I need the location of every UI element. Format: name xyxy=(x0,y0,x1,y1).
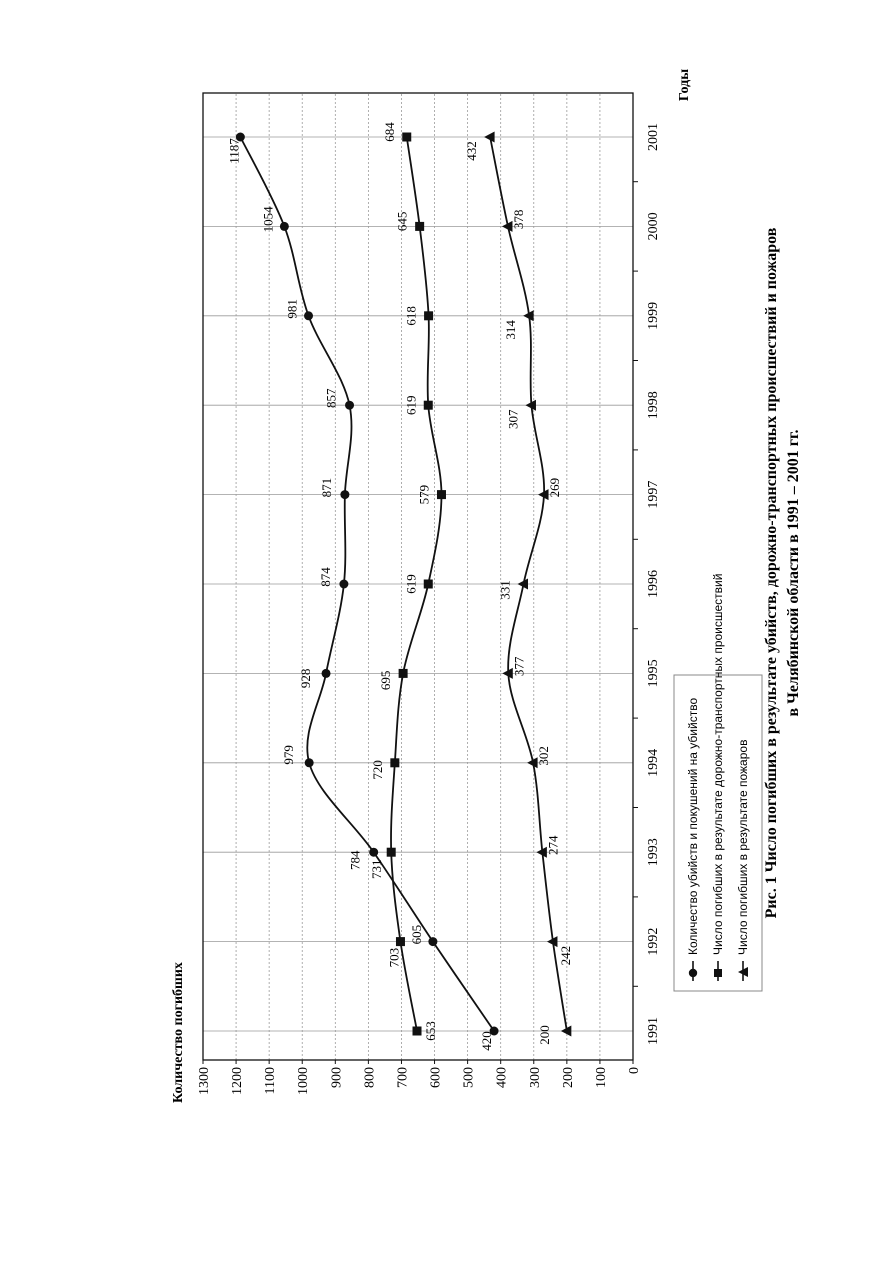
x-tick-label: 1995 xyxy=(646,659,661,688)
data-label: 377 xyxy=(511,656,527,677)
x-tick-label: 1991 xyxy=(646,1017,661,1045)
y-tick-label: 800 xyxy=(362,1067,378,1088)
circle-marker-icon xyxy=(689,969,697,977)
data-label: 695 xyxy=(378,670,394,691)
y-tick-label: 900 xyxy=(329,1067,345,1088)
data-point xyxy=(424,311,433,320)
data-label: 857 xyxy=(323,388,339,408)
data-point xyxy=(305,758,314,767)
x-axis-ticks xyxy=(633,123,661,1045)
data-label: 731 xyxy=(369,859,385,879)
y-tick-label: 1000 xyxy=(296,1067,312,1095)
legend-item-murders xyxy=(686,698,700,981)
data-label: 378 xyxy=(510,209,526,230)
legend-label: Число погибших в результате дорожно-транспортных происшествий xyxy=(711,573,725,955)
data-label: 981 xyxy=(284,299,300,319)
data-label: 274 xyxy=(545,835,561,855)
y-tick-label: 500 xyxy=(461,1067,477,1088)
x-tick-label: 1992 xyxy=(646,927,661,956)
y-axis-title: Количество погибших xyxy=(171,962,186,1103)
data-point xyxy=(280,222,289,231)
data-label: 928 xyxy=(298,668,314,689)
data-label: 302 xyxy=(536,746,552,766)
data-point xyxy=(387,848,396,857)
data-label: 432 xyxy=(464,141,480,161)
data-label: 269 xyxy=(547,477,563,498)
x-tick-label: 1997 xyxy=(646,480,661,509)
y-tick-label: 100 xyxy=(593,1067,609,1088)
data-label: 979 xyxy=(281,745,297,765)
data-point xyxy=(437,490,446,499)
data-point xyxy=(484,132,495,143)
data-labels xyxy=(226,122,573,1051)
data-label: 618 xyxy=(403,306,419,326)
legend-label: Количество убийств и покушений на убийство xyxy=(686,697,700,955)
data-label: 784 xyxy=(347,850,363,870)
data-label: 619 xyxy=(403,574,419,594)
data-label: 653 xyxy=(423,1021,439,1041)
data-point xyxy=(424,580,433,589)
x-tick-label: 1993 xyxy=(646,838,661,867)
data-label: 420 xyxy=(479,1031,495,1051)
y-tick-label: 700 xyxy=(395,1067,411,1088)
square-marker-icon xyxy=(714,969,722,977)
data-label: 579 xyxy=(416,484,432,505)
data-label: 720 xyxy=(369,760,385,780)
y-axis-ticks xyxy=(197,1060,642,1095)
data-point xyxy=(369,848,378,857)
data-label: 619 xyxy=(403,395,419,415)
data-point xyxy=(396,937,405,946)
legend-item-fires xyxy=(736,740,750,981)
data-point xyxy=(413,1027,422,1036)
data-label: 1054 xyxy=(260,206,276,233)
y-tick-label: 600 xyxy=(428,1067,444,1088)
data-label: 703 xyxy=(386,947,402,968)
data-label: 684 xyxy=(381,122,397,142)
y-tick-label: 1300 xyxy=(197,1067,212,1095)
data-label: 331 xyxy=(497,580,513,600)
legend-label: Число погибших в результате пожаров xyxy=(736,739,750,955)
data-label: 605 xyxy=(408,924,424,945)
data-label: 871 xyxy=(318,477,334,498)
figure-caption: Рис. 1 Число погибших в результате убийств, дорожно-транспортных происшествий и пожаров xyxy=(763,227,780,919)
data-point xyxy=(339,580,348,589)
x-tick-label: 1994 xyxy=(646,748,661,777)
data-point xyxy=(304,311,313,320)
x-tick-label: 1999 xyxy=(646,301,661,330)
y-tick-label: 0 xyxy=(627,1067,642,1074)
figure-caption-sub: в Челябинской области в 1991 – 2001 гг. xyxy=(785,429,802,717)
data-label: 1187 xyxy=(226,138,242,164)
data-point xyxy=(424,401,433,410)
data-point xyxy=(415,222,424,231)
x-tick-label: 2001 xyxy=(646,123,661,151)
x-axis-title: Годы xyxy=(677,68,692,102)
data-point xyxy=(399,669,408,678)
data-point xyxy=(345,401,354,410)
data-point xyxy=(322,669,331,678)
data-point xyxy=(340,490,349,499)
data-label: 200 xyxy=(536,1025,552,1045)
x-tick-label: 1996 xyxy=(646,570,661,598)
data-point xyxy=(428,937,437,946)
y-tick-label: 400 xyxy=(494,1067,510,1088)
y-tick-label: 1100 xyxy=(263,1067,279,1095)
legend-item-traffic xyxy=(711,574,725,981)
data-label: 874 xyxy=(317,567,333,587)
data-label: 242 xyxy=(557,945,573,966)
data-label: 314 xyxy=(503,320,519,340)
x-tick-label: 2000 xyxy=(646,212,661,241)
legend xyxy=(674,574,762,991)
y-tick-label: 300 xyxy=(527,1067,543,1088)
y-tick-label: 1200 xyxy=(230,1067,246,1095)
x-tick-label: 1998 xyxy=(646,391,661,420)
y-tick-label: 200 xyxy=(560,1067,576,1088)
data-label: 307 xyxy=(505,409,521,429)
data-point xyxy=(390,758,399,767)
data-label: 645 xyxy=(394,211,410,232)
data-point xyxy=(402,133,411,142)
